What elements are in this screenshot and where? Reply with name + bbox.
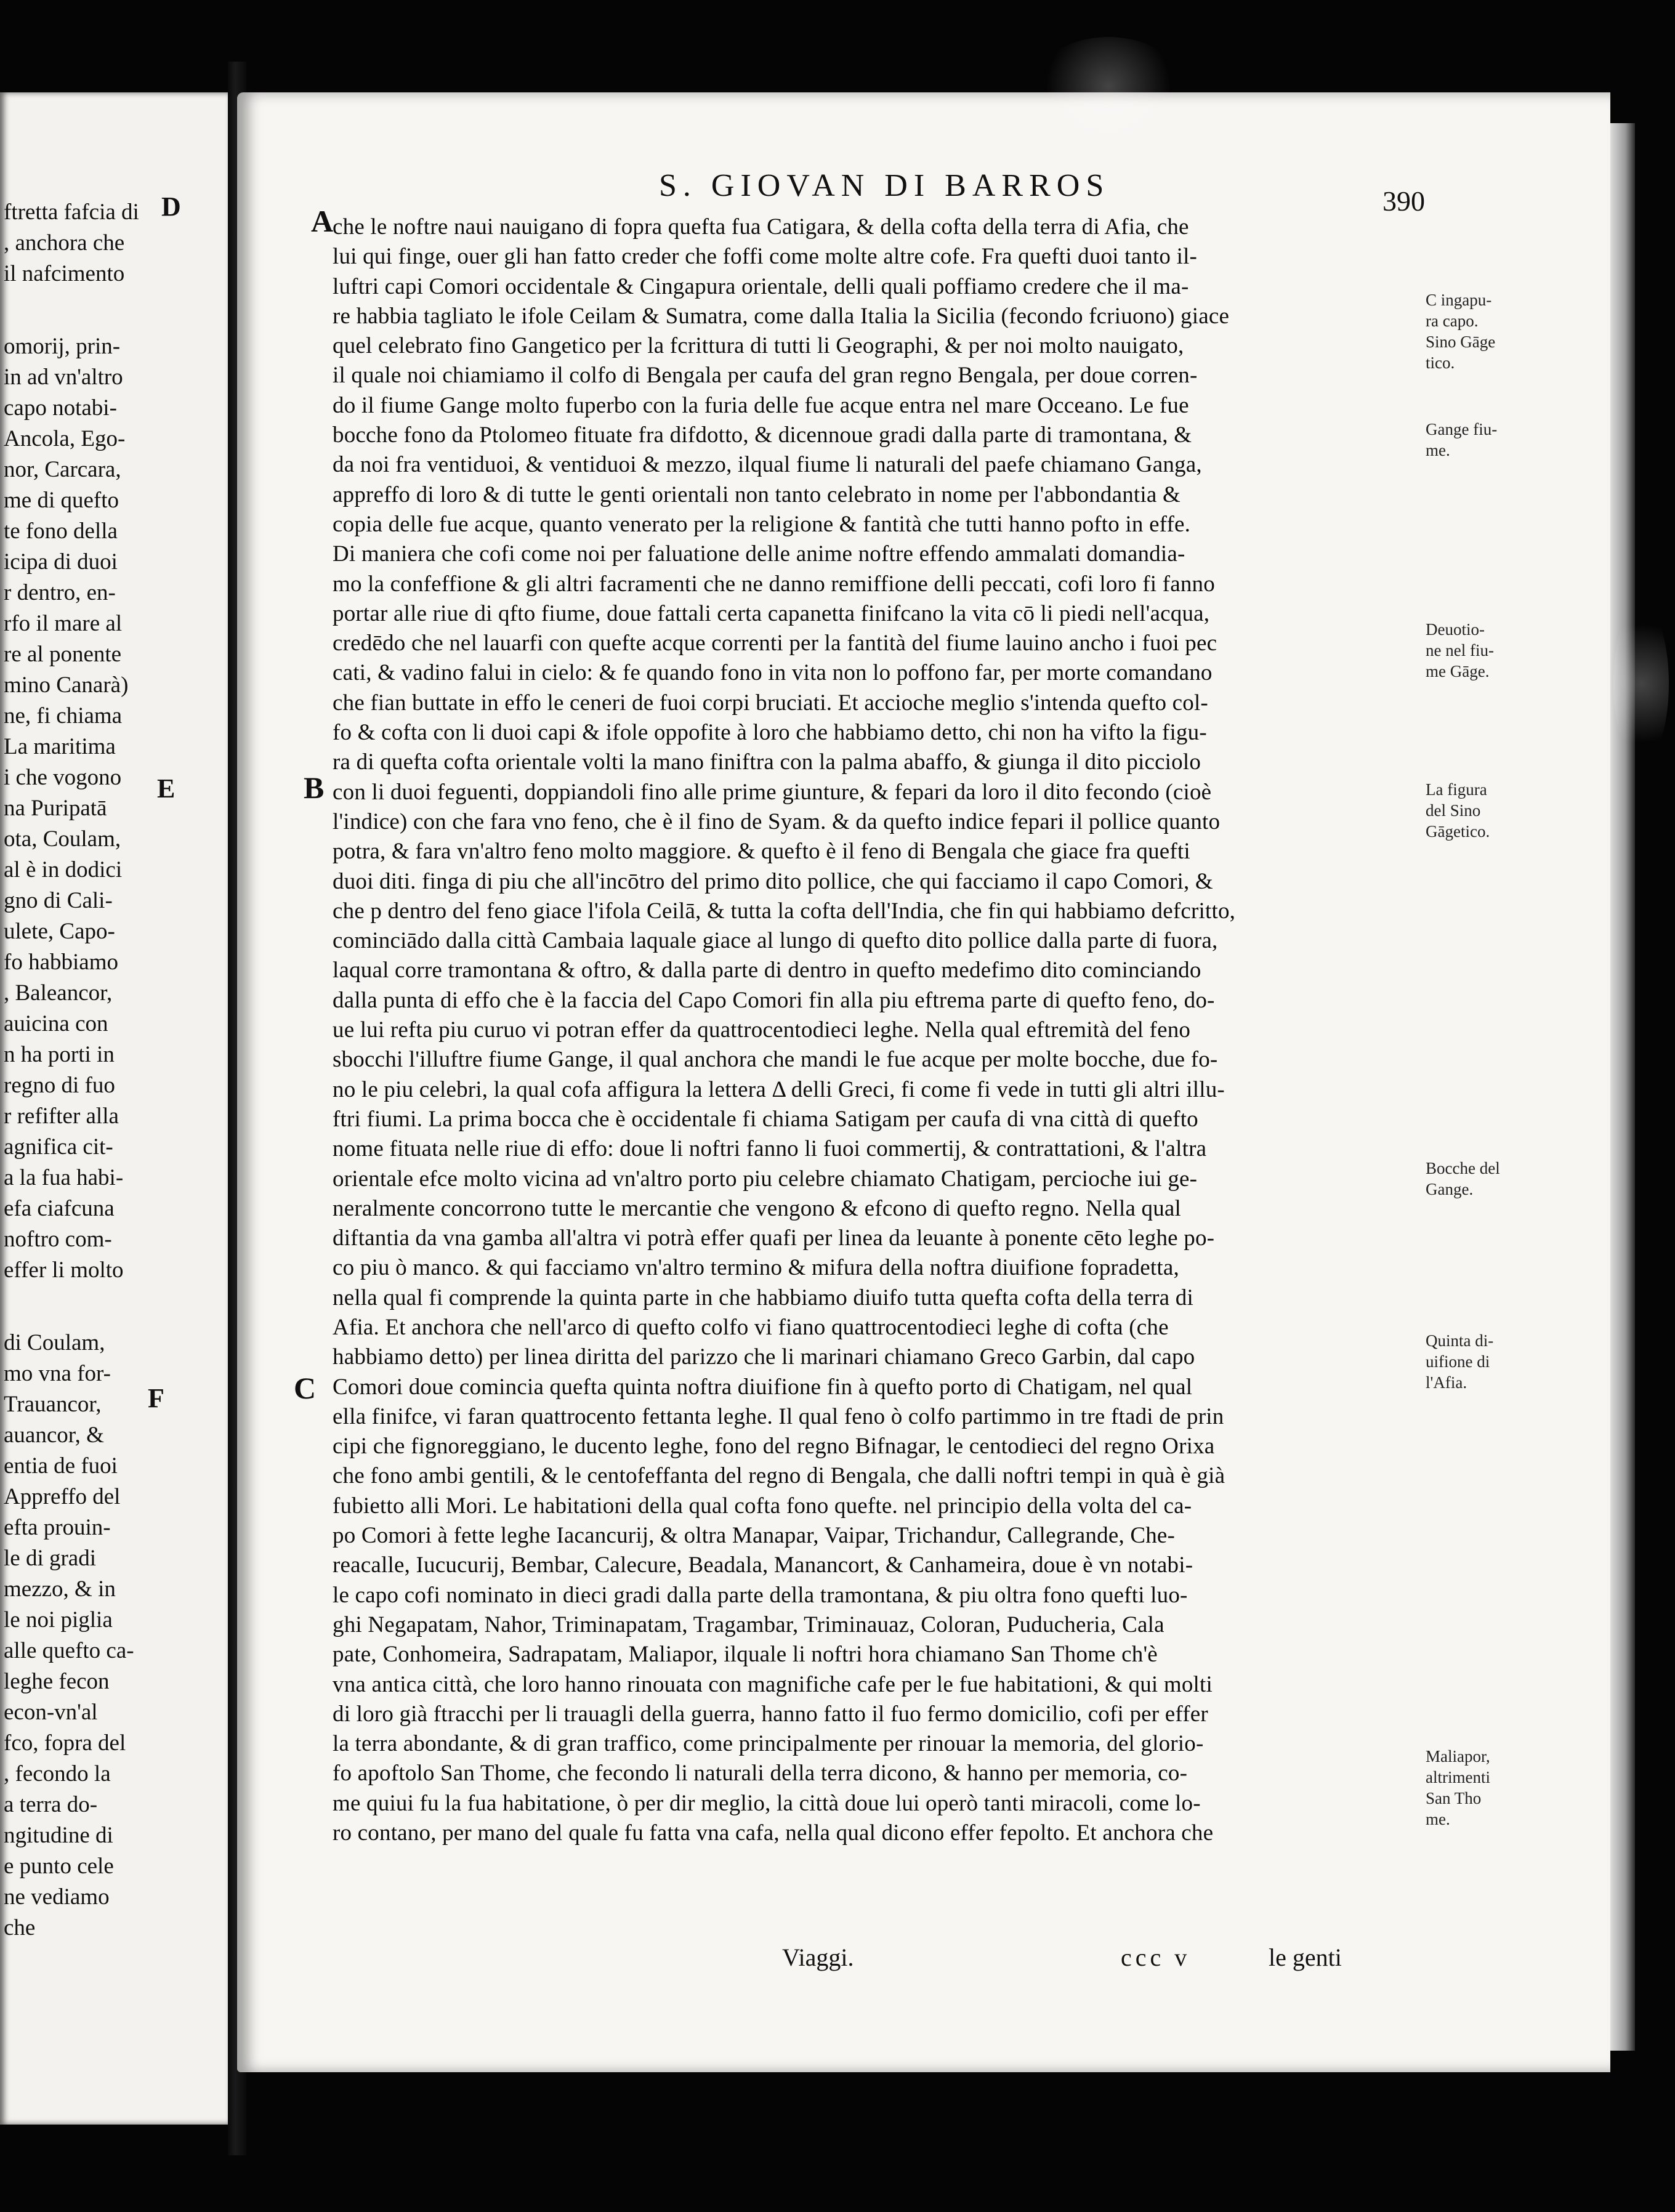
text-line: lui qui finge, ouer gli han fatto creder che foffi come molte altre cofe. Fra quefti duoi tanto il-	[333, 244, 1198, 270]
left-page-line: , anchora che	[4, 230, 125, 256]
text-line: bocche fono da Ptolomeo fituate fra difdotto, & dicennoue gradi dalla parte di tramontana, &	[333, 422, 1192, 448]
left-page-line: mezzo, & in	[4, 1576, 116, 1602]
margin-note-gange	[1426, 419, 1549, 461]
text-line: copia delle fue acque, quanto venerato per la religione & fantità che tutti hanno pofto in effe.	[333, 511, 1191, 537]
note-line: Sino Gāge	[1426, 333, 1496, 351]
left-page-line: ftretta fafcia di	[4, 200, 139, 225]
left-page-line: auicina con	[4, 1011, 108, 1036]
text-line: sbocchi l'illuftre fiume Gange, il qual anchora che mandi le fue acque per molte bocche, due fo-	[333, 1047, 1218, 1073]
left-page-line: i che vogono	[4, 765, 122, 790]
text-line: di loro già ftracchi per li trauagli della guerra, hanno fatto il fuo fermo domicilio, cofi per effer	[333, 1701, 1208, 1727]
text-line: duoi diti. finga di piu che all'incōtro del primo dito pollice, che qui facciamo il capo Comori, &	[333, 868, 1213, 894]
left-page-line: di Coulam,	[4, 1330, 105, 1355]
text-line: nella qual fi comprende la quinta parte in che habbiamo diuifo tutta quefta cofta della terra di	[333, 1285, 1193, 1310]
left-page-line: re al ponente	[4, 642, 122, 667]
note-line: del Sino	[1426, 801, 1481, 820]
left-page-line: le di gradi	[4, 1546, 97, 1571]
text-line: l'indice) con che fara vno feno, che è il fino de Syam. & da quefto indice fepari il pollice quanto	[333, 809, 1221, 834]
left-page-line: ngitudine di	[4, 1823, 113, 1848]
note-line: ra capo.	[1426, 312, 1479, 330]
signature-mark: Viaggi.	[782, 1944, 854, 1971]
left-page-line: mo vna for-	[4, 1361, 111, 1386]
text-line: ue lui refta piu curuo vi potran effer da quattrocentodieci leghe. Nella qual eftremità del feno	[333, 1017, 1191, 1043]
note-line: me.	[1426, 1810, 1450, 1828]
text-line: potra, & fara vn'altro feno molto maggiore. & quefto è il feno di Bengala che giace fra quefti	[333, 839, 1190, 865]
running-head: S. GIOVAN DI BARROS	[659, 168, 1110, 203]
section-marker-b: B	[304, 770, 325, 805]
note-line: me.	[1426, 441, 1450, 459]
note-line: l'Afia.	[1426, 1373, 1467, 1392]
text-line: laqual corre tramontana & oftro, & dalla parte di dentro in quefto medefimo dito cominciando	[333, 958, 1201, 983]
text-line: che fono ambi gentili, & le centofeffanta del regno di Bengala, che dalli noftri tempi in quà è già	[333, 1463, 1225, 1489]
text-line: re habbia tagliato le ifole Ceilam & Sumatra, come dalla Italia la Sicilia (fecondo fcriuono) giace	[333, 303, 1230, 329]
text-line: le capo cofi nominato in dieci gradi dalla parte della tramontana, & piu oltra fono quefti luo-	[333, 1582, 1188, 1608]
left-page-line: leghe fecon	[4, 1669, 110, 1694]
left-page-line: r refifter alla	[4, 1104, 119, 1129]
left-page-line: efta prouin-	[4, 1515, 111, 1540]
margin-note-maliapor	[1426, 1746, 1549, 1830]
left-page-line: nor, Carcara,	[4, 457, 121, 482]
text-line: Afia. Et anchora che nell'arco di quefto colfo vi fiano quattrocentodieci leghe di cofta (che	[333, 1314, 1169, 1340]
note-line: Bocche del	[1426, 1159, 1500, 1177]
text-line: luftri capi Comori occidentale & Cingapura orientale, delli quali poffiamo credere che il ma-	[333, 273, 1189, 299]
note-line: altrimenti	[1426, 1768, 1490, 1786]
margin-note-cingapura	[1426, 289, 1549, 373]
page-number: 390	[1382, 185, 1425, 217]
text-line: fo & cofta con li duoi capi & ifole oppofite à loro che habbiamo detto, chi non ha vifto la figu-	[333, 720, 1207, 746]
text-line: fo apoftolo San Thome, che fecondo li naturali della terra dicono, & hanno per memoria, co-	[333, 1761, 1188, 1786]
text-line: con li duoi feguenti, doppiandoli fino alle prime giunture, & fepari da loro il dito fecondo (cioè	[333, 779, 1212, 805]
text-line: diftantia da vna gamba all'altra vi potrà effer quafi per linea da leuante à ponente cēto leghe po-	[333, 1225, 1215, 1251]
left-page-line: in ad vn'altro	[4, 365, 123, 390]
left-page-line: econ-vn'al	[4, 1700, 98, 1725]
text-line: reacalle, Iucucurij, Bembar, Calecure, Beadala, Manancort, & Canhameira, doue è vn notabi-	[333, 1552, 1193, 1578]
text-line: mo la confeffione & gli altri facramenti che ne danno remiffione delli peccati, cofi loro fi fanno	[333, 571, 1215, 597]
left-page-line: noftro com-	[4, 1227, 112, 1252]
note-line: La figura	[1426, 780, 1487, 799]
left-page-line: regno di fuo	[4, 1073, 115, 1098]
text-line: appreffo di loro & di tutte le genti orientali non tanto celebrato in nome per l'abbondantia &	[333, 482, 1181, 507]
left-page-line: me di quefto	[4, 488, 119, 513]
left-page-line: fco, fopra del	[4, 1730, 126, 1756]
text-line: pate, Conhomeira, Sadrapatam, Maliapor, ilquale li noftri hora chiamano San Thome ch'è	[333, 1642, 1158, 1668]
left-page-line: e punto cele	[4, 1854, 114, 1879]
left-page-text	[4, 197, 188, 1944]
text-line: cipi che fignoreggiano, le ducento leghe, fono del regno Bifnagar, le centodieci del regno Orixa	[333, 1434, 1215, 1459]
section-marker-a: A	[311, 204, 334, 238]
left-page-line: , fecondo la	[4, 1761, 111, 1786]
text-line: quel celebrato fino Gangetico per la fcrittura di tutti li Geographi, & per noi molto nauigato,	[333, 333, 1184, 359]
left-page-line: capo notabi-	[4, 395, 117, 421]
text-line: dalla punta di effo che è la faccia del Capo Comori fin alla piu eftrema parte di quefto feno, do-	[333, 987, 1215, 1013]
left-page-line: Ancola, Ego-	[4, 426, 126, 451]
left-page-line: fo habbiamo	[4, 950, 118, 975]
note-line: C ingapu-	[1426, 291, 1492, 309]
section-marker-c: C	[294, 1371, 317, 1405]
text-line: co piu ò manco. & qui facciamo vn'altro termino & mifura della noftra diuifione fopradetta,	[333, 1255, 1179, 1281]
text-line: habbiamo detto) per linea diritta del parizzo che li marinari chiamano Greco Garbin, dal capo	[333, 1344, 1195, 1370]
margin-note-bocche	[1426, 1158, 1549, 1200]
text-line: no le piu celebri, la qual cofa affigura la lettera Δ delli Greci, fi come fi vede in tutti gli altri illu-	[333, 1076, 1225, 1102]
text-line: ella finifce, vi faran quattrocento fettanta leghe. Il qual feno ò colfo partimmo in tre ftadi de prin	[333, 1403, 1224, 1429]
gathering-mark: ccc v	[1121, 1944, 1191, 1971]
text-line: che p dentro del feno giace l'ifola Ceilā, & tutta la cofta dell'India, che fin qui habbiamo defcritto,	[333, 898, 1236, 924]
margin-note-devotio	[1426, 619, 1549, 682]
text-line: credēdo che nel lauarfi con quefte acque correnti per la fantità del fiume lauino ancho i fuoi pec	[333, 631, 1217, 656]
left-margin-letter-e: E	[157, 773, 176, 804]
note-line: Deuotio-	[1426, 620, 1485, 639]
text-line: da noi fra ventiduoi, & ventiduoi & mezzo, ilqual fiume li naturali del paefe chiamano Ganga,	[333, 452, 1202, 478]
scan-artifact	[1613, 603, 1669, 764]
left-page-line: a la fua habi-	[4, 1165, 124, 1190]
left-page-line: Trauancor,	[4, 1392, 102, 1417]
note-line: Gange.	[1426, 1180, 1474, 1198]
note-line: ne nel fiu-	[1426, 641, 1494, 660]
text-line: neralmente concorrono tutte le mercantie che vengono & efcono di quefto regno. Nella qual	[333, 1195, 1182, 1221]
left-page-line: Appreffo del	[4, 1484, 121, 1509]
left-page-line: n ha porti in	[4, 1042, 115, 1067]
left-page-line: alle quefto ca-	[4, 1638, 134, 1663]
left-page-line: auancor, &	[4, 1423, 104, 1448]
text-line: cominciādo dalla città Cambaia laquale giace al lungo di quefto dito pollice dalla parte di fuora,	[333, 928, 1218, 954]
note-line: uifione di	[1426, 1352, 1490, 1371]
left-page-line: efa ciafcuna	[4, 1196, 115, 1221]
left-page-line: te fono della	[4, 519, 118, 544]
left-page-line: r dentro, en-	[4, 580, 116, 605]
text-line: portar alle riue di qfto fiume, doue fattali certa capanetta finifcano la vita cō li piedi nell'acqua,	[333, 600, 1210, 626]
main-text-block	[333, 212, 1404, 1848]
left-margin-letter-f: F	[148, 1383, 164, 1413]
left-page-line: , Baleancor,	[4, 980, 113, 1006]
left-page-line: le noi piglia	[4, 1607, 113, 1633]
left-facing-page	[0, 92, 228, 2125]
text-line: ghi Negapatam, Nahor, Triminapatam, Tragambar, Triminauaz, Coloran, Puducheria, Cala	[333, 1612, 1164, 1637]
text-line: che fian buttate in effo le ceneri de fuoi corpi bruciati. Et accioche meglio s'intenda quefto col-	[333, 690, 1208, 716]
text-line: me quiui fu la fua habitatione, ò per dir meglio, la città doue lui operò tanti miracoli, come lo-	[333, 1790, 1201, 1816]
text-line: la terra abondante, & di gran traffico, come principalmente per rinouar la memoria, del glorio-	[333, 1731, 1204, 1757]
text-line: ftri fiumi. La prima bocca che è occidentale fi chiama Satigam per caufa di vna città di quefto	[333, 1106, 1198, 1132]
left-page-line	[4, 289, 188, 331]
note-line: me Gāge.	[1426, 662, 1490, 680]
text-line: po Comori à fette leghe Iacancurij, & oltra Manapar, Vaipar, Trichandur, Callegrande, Che-	[333, 1523, 1176, 1549]
note-line: Gange fiu-	[1426, 420, 1498, 438]
text-line: nome fituata nelle riue di effo: doue li noftri fanno li fuoi commertij, & contrattationi, & l'altra	[333, 1136, 1207, 1162]
left-page-line: che	[4, 1915, 36, 1940]
left-margin-letter-d: D	[161, 192, 181, 222]
left-page-line: omorij, prin-	[4, 334, 121, 359]
note-line: San Tho	[1426, 1789, 1482, 1807]
left-page-line: ota, Coulam,	[4, 826, 121, 852]
text-line: cati, & vadino falui in cielo: & fe quando fono in vita non lo poffono far, per morte comandano	[333, 660, 1213, 686]
page-edge	[1610, 123, 1635, 2051]
catchword: le genti	[1269, 1944, 1342, 1971]
left-page-line: a terra do-	[4, 1792, 98, 1817]
left-page-line: La maritima	[4, 734, 116, 759]
text-line: Di maniera che cofi come noi per faluatione delle anime noftre effendo ammalati domandia-	[333, 541, 1185, 567]
note-line: Maliapor,	[1426, 1747, 1490, 1766]
left-page-line: ne vediamo	[4, 1884, 110, 1910]
text-line: ra di quefta cofta orientale volti la mano finiftra con la palma abaffo, & giunga il dito picciolo	[333, 749, 1201, 775]
text-line: il quale noi chiamiamo il colfo di Bengala per caufa del gran regno Bengala, per doue corren-	[333, 363, 1198, 389]
text-line: do il fiume Gange molto fuperbo con la furia delle fue acque entra nel mare Occeano. Le fue	[333, 392, 1189, 418]
left-page-line: mino Canarà)	[4, 672, 129, 698]
text-line: orientale efce molto vicina ad vn'altro porto piu celebre chiamato Chatigam, percioche iui ge-	[333, 1166, 1198, 1192]
left-page-line: ne, fi chiama	[4, 703, 123, 729]
text-line: vna antica città, che loro hanno rinouata con magnifiche cafe per le fue habitationi, & qui molti	[333, 1671, 1213, 1697]
left-page-line	[4, 1286, 188, 1328]
left-page-line: icipa di duoi	[4, 549, 118, 575]
left-page-line: gno di Cali-	[4, 888, 113, 913]
left-page-line: al è in dodici	[4, 857, 123, 882]
margin-note-quinta	[1426, 1330, 1549, 1393]
text-line: fubietto alli Mori. Le habitationi della qual cofta fono quefte. nel principio della volta del ca-	[333, 1493, 1192, 1519]
note-line: tico.	[1426, 353, 1455, 372]
left-page-line: rfo il mare al	[4, 611, 123, 636]
note-line: Gāgetico.	[1426, 822, 1490, 841]
note-line: Quinta di-	[1426, 1331, 1494, 1350]
margin-note-figura	[1426, 779, 1549, 842]
text-line: Comori doue comincia quefta quinta noftra diuifione fin à quefto porto di Chatigam, nel qual	[333, 1374, 1193, 1400]
left-page-line: agnifica cit-	[4, 1134, 113, 1160]
left-page-line: ulete, Capo-	[4, 919, 115, 944]
text-line: che le noftre naui nauigano di fopra quefta fua Catigara, & della cofta della terra di Afia, che	[333, 214, 1189, 240]
left-page-line: na Puripatā	[4, 796, 107, 821]
left-page-line: effer li molto	[4, 1257, 124, 1283]
left-page-line: il nafcimento	[4, 261, 125, 286]
text-line: ro contano, per mano del quale fu fatta vna cafa, nella qual dicono effer fepolto. Et anchora che	[333, 1820, 1214, 1846]
scan-artifact	[1035, 37, 1182, 135]
left-page-line: entia de fuoi	[4, 1453, 118, 1479]
